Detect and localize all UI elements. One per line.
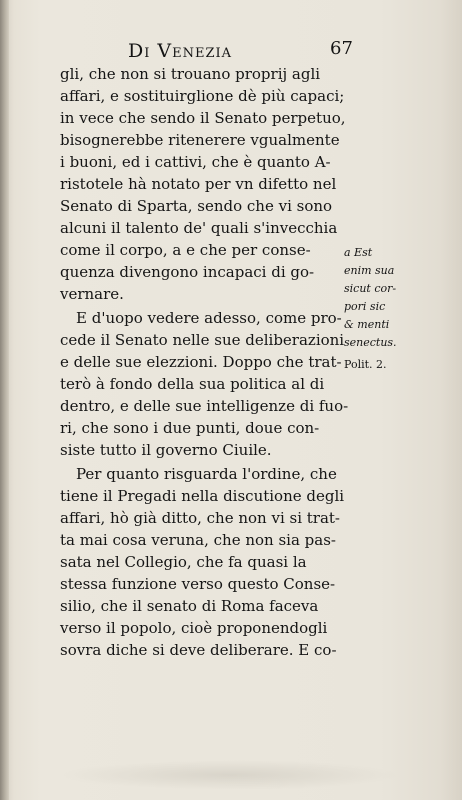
text-line: tiene il Pregadi nella discutione degli — [60, 487, 345, 505]
margin-note-line: pori sic — [344, 300, 386, 313]
text-line: bisognerebbe ritenerere vgualmente — [60, 131, 340, 149]
text-line: ta mai cosa veruna, che non sia pas- — [60, 531, 336, 549]
running-head: Di Venezia — [128, 40, 233, 62]
text-line: sovra diche si deve deliberare. E co- — [60, 641, 337, 659]
text-line: sata nel Collegio, che fa quasi la — [60, 553, 307, 571]
text-line: gli, che non si trouano proprij agli — [60, 65, 321, 83]
text-line: verso il popolo, cioè proponendogli — [60, 619, 328, 637]
text-line: quenza divengono incapaci di go- — [60, 263, 315, 281]
text-line: e delle sue elezzioni. Doppo che trat- — [60, 353, 342, 371]
text-line: affari, e sostituirglione dè più capaci; — [60, 87, 345, 105]
text-line: in vece che sendo il Senato perpetuo, — [60, 109, 346, 127]
text-line: Per quanto risguarda l'ordine, che — [76, 465, 337, 483]
text-line: alcuni il talento de' quali s'invecchia — [60, 219, 338, 237]
margin-note-line: enim sua — [344, 264, 395, 277]
margin-note-line: a Est — [344, 246, 373, 259]
page-header — [0, 36, 462, 66]
text-line: terò à fondo della sua politica al di — [60, 375, 325, 393]
text-line: Senato di Sparta, sendo che vi sono — [60, 197, 333, 215]
text-line: i buoni, ed i cattivi, che è quanto A- — [60, 153, 331, 171]
text-line: come il corpo, a e che per conse- — [60, 241, 311, 259]
text-line: siste tutto il governo Ciuile. — [60, 441, 272, 459]
show-through-shadow — [60, 760, 400, 790]
text-line: ristotele hà notato per vn difetto nel — [60, 175, 337, 193]
text-line: E d'uopo vedere adesso, come pro- — [76, 309, 342, 327]
text-line: stessa funzione verso questo Conse- — [60, 575, 336, 593]
text-line: dentro, e delle sue intelligenze di fuo- — [60, 397, 349, 415]
text-line: cede il Senato nelle sue deliberazioni — [60, 331, 345, 349]
margin-note-line: senectus. — [344, 336, 397, 349]
text-line: affari, hò già ditto, che non vi si trat- — [60, 509, 341, 527]
margin-note-line: Polit. 2. — [344, 358, 387, 371]
text-line: vernare. — [60, 285, 124, 303]
margin-note-line: & menti — [344, 318, 390, 331]
margin-note-line: sicut cor- — [344, 282, 397, 295]
page-number: 67 — [330, 38, 353, 59]
binding-edge — [0, 0, 9, 800]
text-line: silio, che il senato di Roma faceva — [60, 597, 319, 615]
text-line: ri, che sono i due punti, doue con- — [60, 419, 320, 437]
